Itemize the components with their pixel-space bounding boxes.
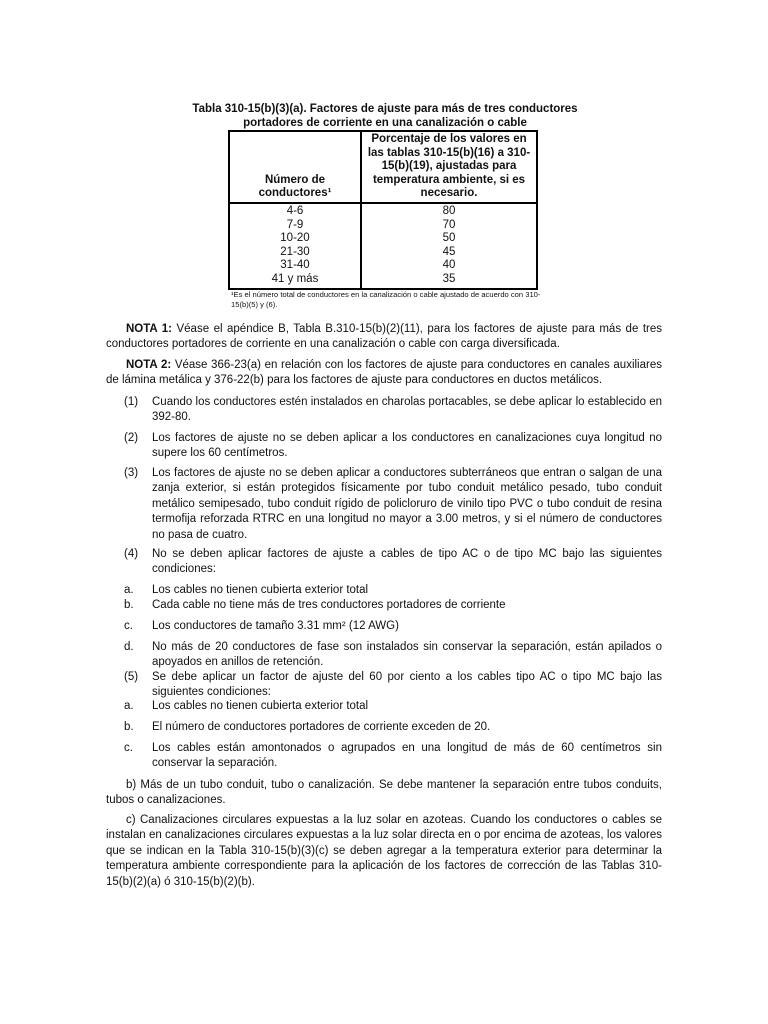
nota-2: [106, 358, 662, 389]
table-header-row: [229, 131, 537, 203]
paragraph-c: [106, 813, 662, 890]
cell-conductores: 31-40: [229, 259, 361, 273]
cell-porcentaje: 35: [442, 272, 456, 285]
adjustment-factors-table: [228, 130, 538, 290]
list-marker: (4): [124, 548, 139, 560]
nota-1: [106, 322, 662, 353]
cell-conductores: 7-9: [229, 219, 361, 233]
list-marker: (2): [124, 432, 139, 444]
list-marker: (5): [124, 671, 139, 683]
list-text: Los factores de ajuste no se deben aplicar a los conductores en canalizaciones cuya longitud no supere los 60 centímetros.: [152, 432, 662, 460]
cell-conductores: 10-20: [229, 232, 361, 246]
paragraph-b: b) Más de un tubo conduit, tubo o canalización. Se debe mantener la separación entre tubos conduits, tubos o canalizaciones.: [106, 779, 662, 807]
list-text: Los cables están amontonados o agrupados en una longitud de más de 60 centímetros sin conservar la separación.: [152, 742, 662, 770]
table-title: [150, 102, 620, 130]
list-marker: (3): [124, 467, 139, 479]
table-title-line1: Tabla 310-15(b)(3)(a). Factores de ajuste para más de tres conductores: [192, 103, 578, 115]
table-row: [229, 219, 537, 233]
list-marker: b.: [124, 721, 134, 733]
cell-porcentaje: 80: [442, 204, 456, 217]
list-text: No más de 20 conductores de fase son instalados sin conservar la separación, están apilados o apoyados en anillos de retención.: [152, 641, 662, 669]
nota-2-lead: NOTA 2:: [126, 359, 172, 371]
list-marker: c.: [124, 620, 133, 632]
cell-conductores: 21-30: [229, 246, 361, 260]
cell-conductores: 4-6: [229, 203, 361, 219]
table-row: [229, 273, 537, 289]
list-marker: d.: [124, 641, 134, 653]
cell-porcentaje: 45: [442, 245, 456, 258]
list-text: No se deben aplicar factores de ajuste a cables de tipo AC o de tipo MC bajo las siguientes condiciones:: [152, 548, 662, 576]
list-text: Se debe aplicar un factor de ajuste del 60 por ciento a los cables tipo AC o tipo MC bajo las siguientes condiciones:: [152, 671, 662, 699]
nota-1-text: Véase el apéndice B, Tabla B.310-15(b)(2)(11), para los factores de ajuste para más de tres conductores portadores de corriente en una canalización o cable con carga diversificada.: [106, 323, 662, 351]
cell-porcentaje: 40: [442, 259, 456, 272]
cell-porcentaje: 70: [442, 218, 456, 231]
cell-conductores: 41 y más: [229, 273, 361, 289]
table-row: [229, 232, 537, 246]
header-numero-conductores: [229, 131, 361, 203]
list-text: Los factores de ajuste no se deben aplicar a conductores subterráneos que entran o salgan de una zanja exterior, si están protegidos físicamente por tubo conduit metálico pesado, tubo conduit metálico semipesado, tubo conduit rígido de policloruro de vinilo tipo PVC o tubo conduit de resina termofija reforzada RTRC en una longitud no mayor a 3.00 metros, y si el número de conductores no pasa de cuatro.: [152, 467, 662, 541]
list-text: Los conductores de tamaño 3.31 mm² (12 AWG): [152, 620, 399, 632]
header-col1-line1: Número de: [264, 173, 326, 186]
list-text: Cuando los conductores estén instalados en charolas portacables, se debe aplicar lo establecido en 392-80.: [152, 396, 662, 424]
table-footnote: ¹Es el número total de conductores en la canalización o cable ajustado de acuerdo con 310-15(b)(5) y (6).: [231, 290, 541, 309]
table-row: [229, 203, 537, 219]
list-text: Los cables no tienen cubierta exterior total: [152, 584, 369, 596]
nota-2-text: Véase 366-23(a) en relación con los factores de ajuste para conductores en canales auxiliares de lámina metálica y 376-22(b) para los factores de ajuste para conductores en ductos metálicos.: [106, 359, 662, 387]
list-text: El número de conductores portadores de corriente exceden de 20.: [152, 721, 491, 733]
table-row: [229, 246, 537, 260]
table-row: [229, 259, 537, 273]
list-marker: a.: [124, 584, 134, 596]
list-text: Los cables no tienen cubierta exterior total: [152, 700, 369, 712]
header-col1-line2: conductores¹: [258, 187, 332, 200]
list-marker: (1): [124, 396, 139, 408]
cell-porcentaje: 50: [442, 232, 456, 245]
list-marker: a.: [124, 700, 134, 712]
nota-1-lead: NOTA 1:: [126, 323, 173, 335]
list-marker: c.: [124, 742, 133, 754]
paragraph-c-lead: c) Canalizaciones circulares expuestas a la luz solar en azoteas.: [126, 814, 467, 826]
list-marker: b.: [124, 599, 134, 611]
list-text: Cada cable no tiene más de tres conductores portadores de corriente: [152, 599, 506, 611]
table-title-line2: portadores de corriente en una canalización o cable: [243, 117, 527, 129]
header-porcentaje: Porcentaje de los valores en las tablas 310-15(b)(16) a 310-15(b)(19), ajustadas para temperatura ambiente, si es necesario.: [361, 131, 537, 203]
paragraph-c-text: Cuando los conductores o cables se instalan en canalizaciones circulares expuestas a la luz solar directa en o por encima de azoteas, los valores que se indican en la Tabla 310-15(b)(3)(c) se deben agregar a la temperatura exterior para determinar la temperatura ambiente correspondiente para la aplicación de los factores de corrección de las Tablas 310-15(b)(2)(a) ó 310-15(b)(2)(b).: [106, 814, 662, 888]
